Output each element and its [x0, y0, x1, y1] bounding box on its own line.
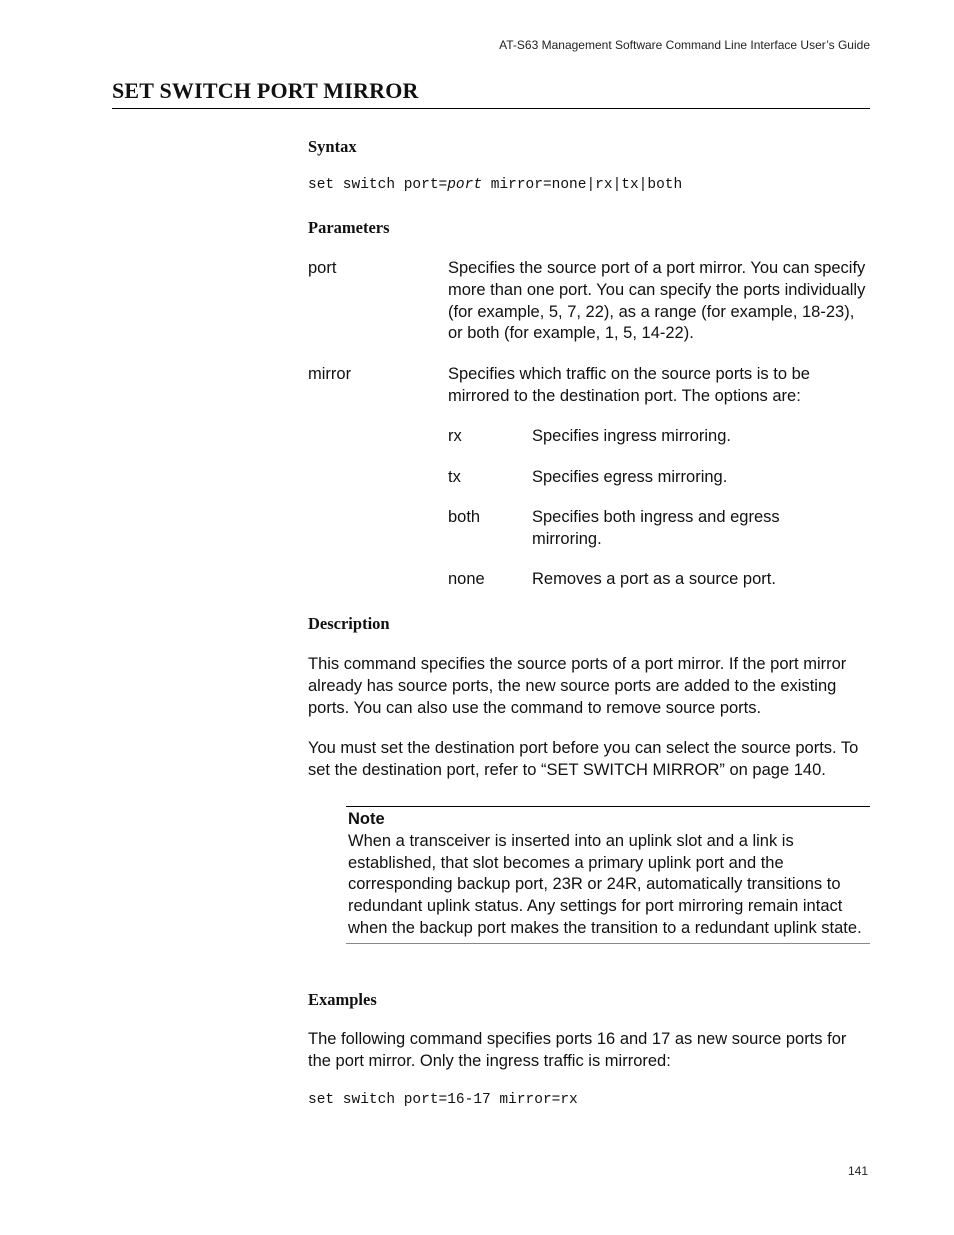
param-desc-port: Specifies the source port of a port mirror. You can specify more than one port. You can specify the ports individually (for example, 5, 7, 22), as a range (for example, 18-23), or both (for example, 1, 5, 14-22).	[448, 259, 866, 343]
syntax-command-prefix: set switch port=	[308, 177, 448, 193]
option-desc-both: Specifies both ingress and egress mirroring.	[532, 508, 780, 548]
option-desc-rx: Specifies ingress mirroring.	[532, 427, 731, 445]
syntax-command	[308, 177, 682, 193]
syntax-command-suffix: mirror=none|rx|tx|both	[482, 177, 683, 193]
option-name-tx: tx	[448, 468, 461, 486]
param-name-mirror: mirror	[308, 365, 352, 383]
syntax-command-arg: port	[447, 177, 483, 193]
option-name-both: both	[448, 508, 481, 526]
description-heading: Description	[308, 614, 390, 633]
page-title: SET SWITCH PORT MIRROR	[112, 78, 870, 109]
syntax-heading: Syntax	[308, 137, 357, 156]
option-name-none: none	[448, 570, 485, 588]
examples-heading: Examples	[308, 990, 377, 1009]
param-name-port: port	[308, 259, 337, 277]
note-block	[346, 806, 870, 944]
param-desc-mirror: Specifies which traffic on the source ports is to be mirrored to the destination port. The options are:	[448, 365, 810, 405]
option-name-rx: rx	[448, 427, 462, 445]
parameters-heading: Parameters	[308, 218, 390, 237]
option-desc-none: Removes a port as a source port.	[532, 570, 776, 588]
examples-text: The following command specifies ports 16 and 17 as new source ports for the port mirror. Only the ingress traffic is mirrored:	[308, 1030, 847, 1070]
page-number: 141	[847, 1164, 868, 1178]
description-paragraph: This command specifies the source ports of a port mirror. If the port mirror already has source ports, the new source ports are added to the existing ports. You can also use the command to remove source ports.	[308, 655, 847, 717]
option-desc-tx: Specifies egress mirroring.	[532, 468, 728, 486]
running-header: AT-S63 Management Software Command Line Interface User’s Guide	[499, 38, 870, 52]
note-title: Note	[348, 810, 385, 828]
example-command: set switch port=16-17 mirror=rx	[308, 1092, 578, 1108]
description-paragraph: You must set the destination port before you can select the source ports. To set the destination port, refer to “SET SWITCH MIRROR” on page 140.	[308, 739, 859, 779]
note-text: When a transceiver is inserted into an uplink slot and a link is established, that slot becomes a primary uplink port and the corresponding backup port, 23R or 24R, automatically transitions to redundant uplink status. Any settings for port mirroring remain intact when the backup port makes the transition to a redundant uplink state.	[348, 831, 862, 937]
